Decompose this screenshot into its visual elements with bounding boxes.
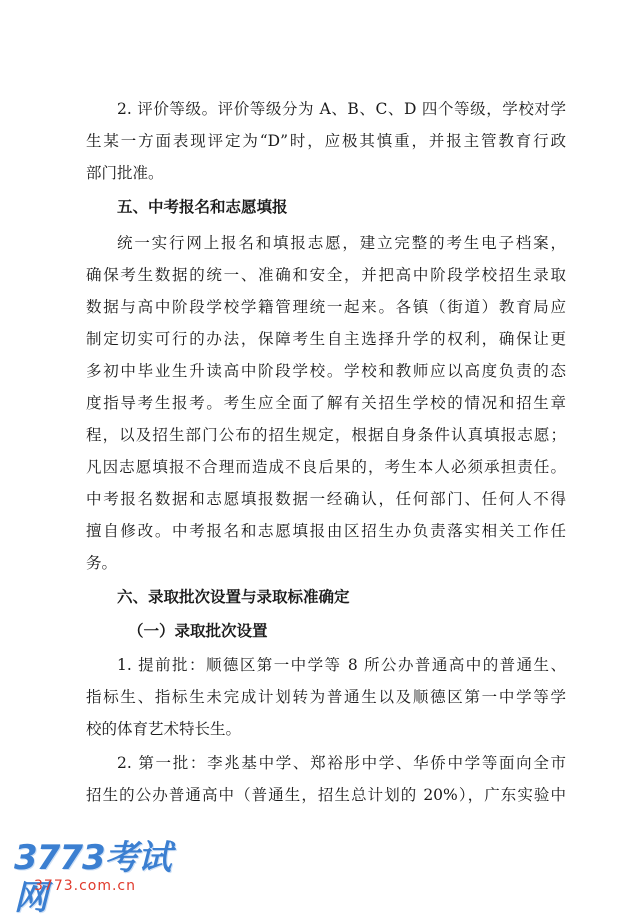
text-line: 中考报名数据和志愿填报数据一经确认，任何部门、任何人不得	[86, 490, 566, 508]
text-line: 程，以及招生部门公布的招生规定，根据自身条件认真填报志愿；	[86, 426, 566, 444]
text-line: 确保考生数据的统一、准确和安全，并把高中阶段学校招生录取	[86, 266, 566, 284]
section-heading-6: 六、录取批次设置与录取标准确定	[117, 587, 350, 606]
text-line: 2. 第一批：李兆基中学、郑裕彤中学、华侨中学等面向全市	[117, 754, 566, 772]
watermark-logo-text: 3773考试网	[14, 838, 171, 918]
text-line: 制定切实可行的办法，保障考生自主选择升学的权利，确保让更	[86, 330, 566, 348]
text-line: 部门批准。	[86, 164, 164, 182]
watermark-url: 3773.com.cn	[34, 878, 136, 894]
text-line: 校的体育艺术特长生。	[86, 720, 242, 738]
text-line: 1. 提前批：顺德区第一中学等 8 所公办普通高中的普通生、	[117, 656, 566, 674]
text-line: 招生的公办普通高中（普通生，招生总计划的 20%），广东实验中	[86, 786, 566, 804]
text-line: 务。	[86, 554, 118, 572]
text-line: 统一实行网上报名和填报志愿，建立完整的考生电子档案，	[117, 234, 566, 252]
text-line: 数据与高中阶段学校学籍管理统一起来。各镇（街道）教育局应	[86, 298, 566, 316]
text-line: 生某一方面表现评定为“D”时，应极其慎重，并报主管教育行政	[86, 132, 566, 150]
text-line: 凡因志愿填报不合理而造成不良后果的，考生本人必须承担责任。	[86, 458, 566, 476]
subsection-heading: （一）录取批次设置	[128, 621, 268, 640]
text-line: 度指导考生报考。考生应全面了解有关招生学校的情况和招生章	[86, 394, 566, 412]
text-line: 多初中毕业生升读高中阶段学校。学校和教师应以高度负责的态	[86, 362, 566, 380]
text-line: 指标生、指标生未完成计划转为普通生以及顺德区第一中学等学	[86, 688, 566, 706]
text-line: 擅自修改。中考报名和志愿填报由区招生办负责落实相关工作任	[86, 522, 566, 540]
text-line: 2. 评价等级。评价等级分为 A、B、C、D 四个等级，学校对学	[117, 100, 566, 118]
section-heading-5: 五、中考报名和志愿填报	[117, 197, 288, 216]
site-watermark	[14, 838, 194, 918]
